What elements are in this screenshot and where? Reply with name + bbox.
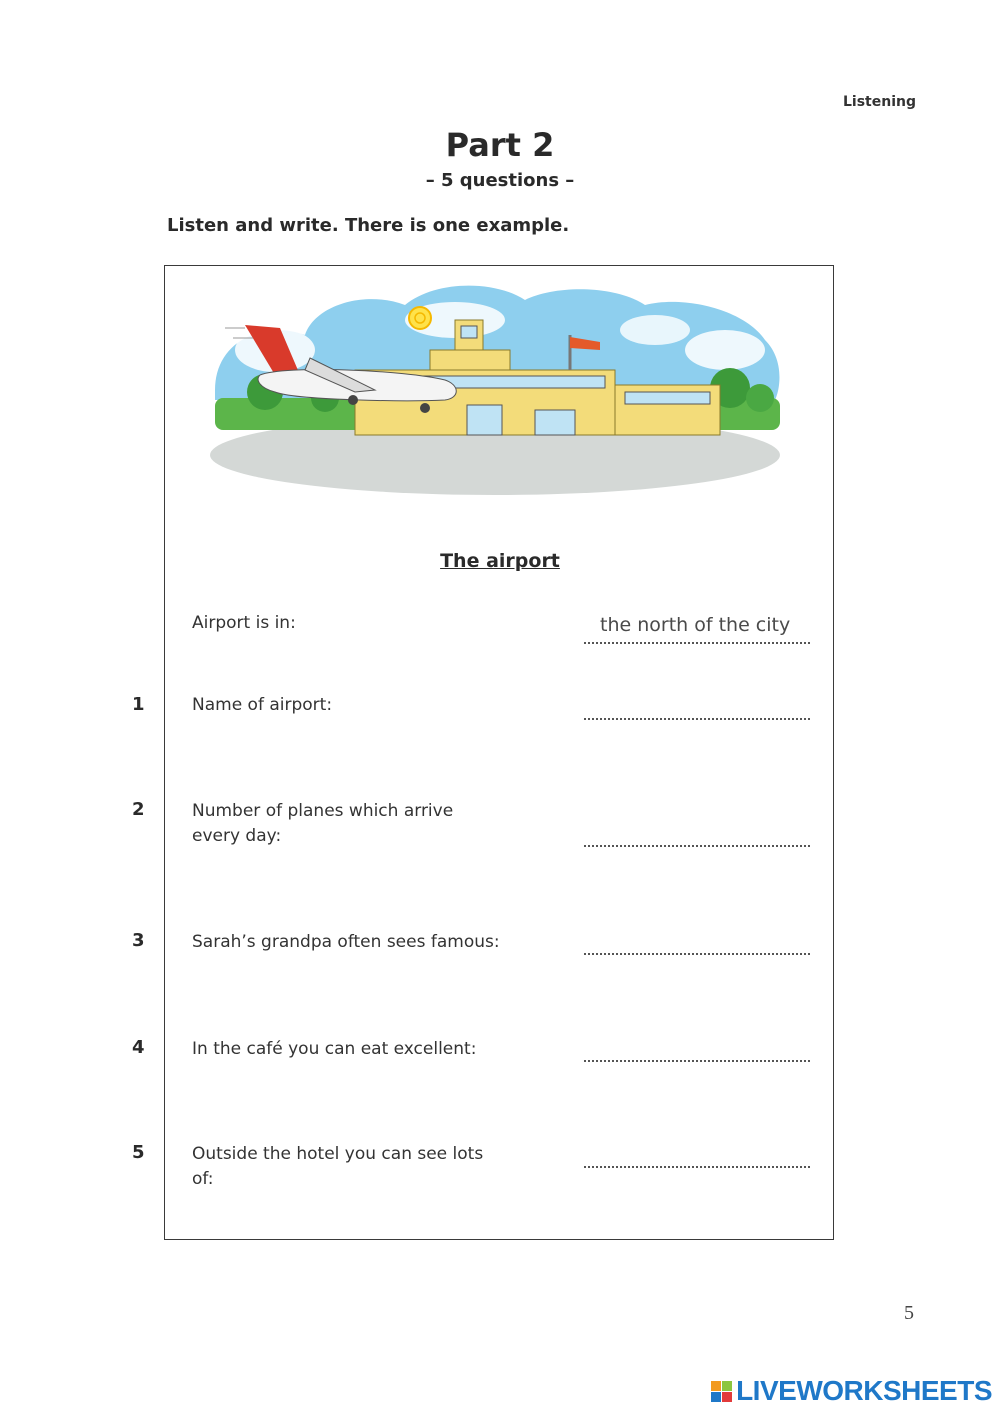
answer-field-4[interactable] xyxy=(584,1038,810,1062)
logo-grid-icon xyxy=(711,1381,732,1402)
sun-icon xyxy=(409,307,431,329)
part-subtitle: – 5 questions – xyxy=(425,170,575,191)
airport-illustration xyxy=(205,280,785,495)
example-answer: the north of the city xyxy=(600,614,791,636)
question-label: Outside the hotel you can see lots of: xyxy=(192,1144,484,1189)
question-label: In the café you can eat excellent: xyxy=(192,1039,477,1059)
question-label: Sarah’s grandpa often sees famous: xyxy=(192,932,500,952)
question-number: 4 xyxy=(132,1037,145,1058)
question-label: Number of planes which arrive every day: xyxy=(192,801,454,846)
answer-field-1[interactable] xyxy=(584,696,810,720)
question-label: Name of airport: xyxy=(192,695,333,715)
answer-field-5[interactable] xyxy=(584,1144,810,1168)
liveworksheets-logo xyxy=(711,1375,992,1407)
example-answer-line xyxy=(584,620,810,644)
example-label: Airport is in: xyxy=(192,613,296,633)
question-number: 1 xyxy=(132,694,145,715)
answer-field-2[interactable] xyxy=(584,823,810,847)
answer-field-3[interactable] xyxy=(584,931,810,955)
instruction-text: Listen and write. There is one example. xyxy=(167,215,570,236)
form-title: The airport xyxy=(440,550,560,572)
section-label: Listening xyxy=(843,94,916,110)
question-number: 3 xyxy=(132,930,145,951)
question-number: 5 xyxy=(132,1142,145,1163)
part-title: Part 2 xyxy=(445,126,555,164)
question-number: 2 xyxy=(132,799,145,820)
brand-name: LIVEWORKSHEETS xyxy=(736,1375,992,1406)
page-number: 5 xyxy=(904,1302,914,1324)
